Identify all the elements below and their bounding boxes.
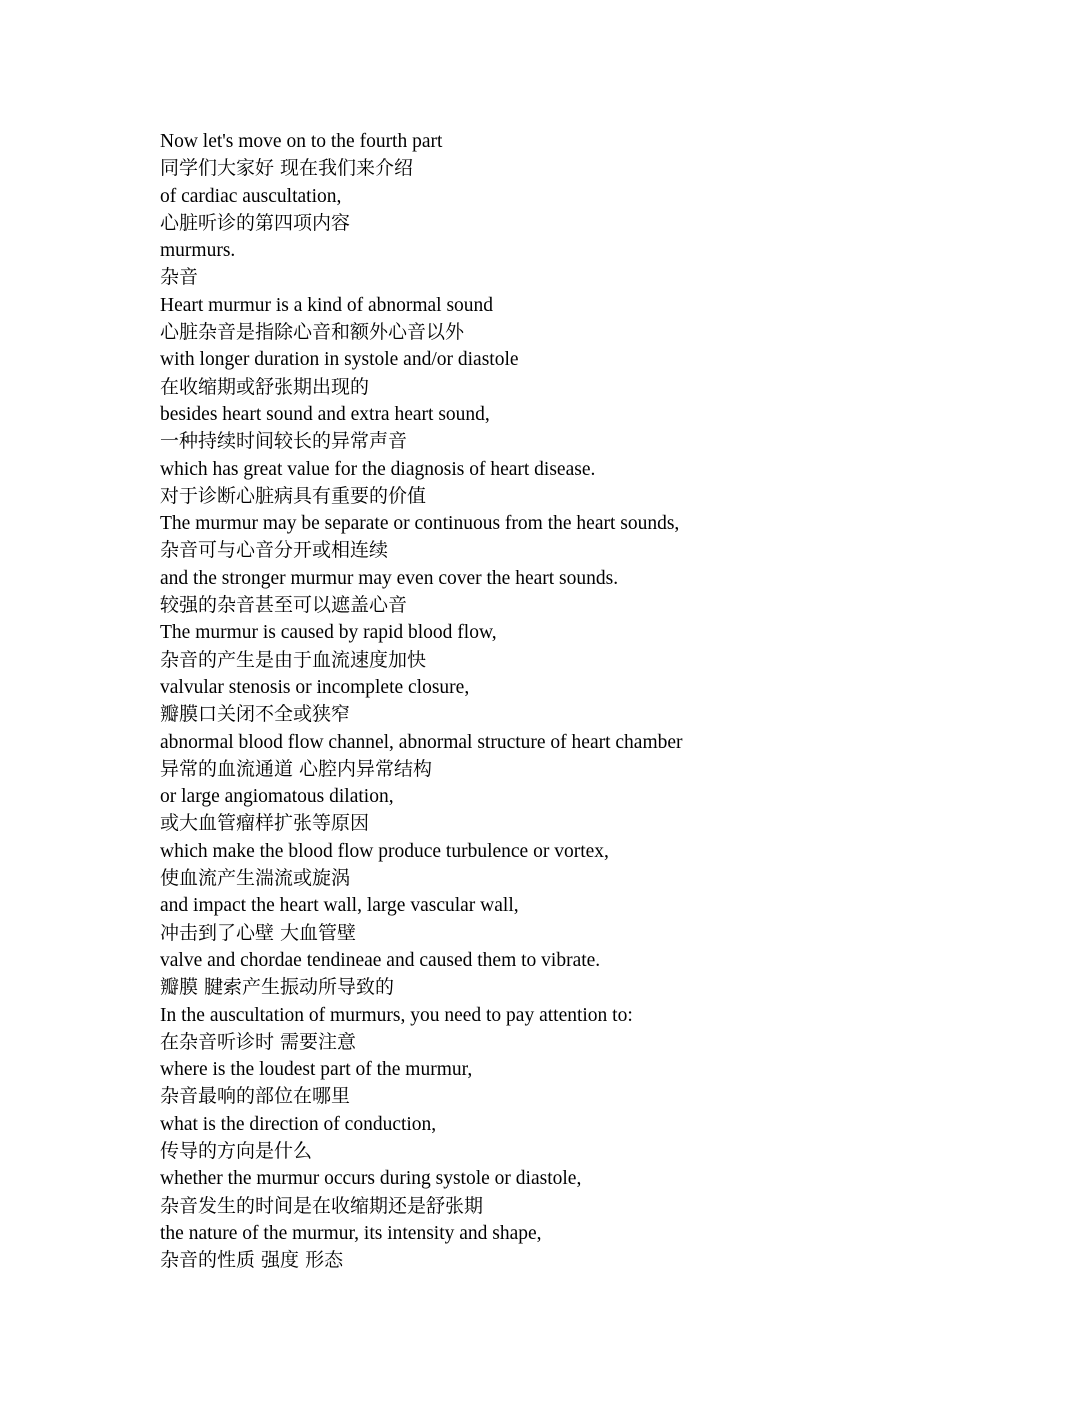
english-subtitle-line: or large angiomatous dilation, [160,786,394,808]
chinese-subtitle-line: 使血流产生湍流或旋涡 [160,867,351,890]
chinese-subtitle-line: 较强的杂音甚至可以遮盖心音 [160,594,408,617]
english-subtitle-line: whether the murmur occurs during systole or diastole, [160,1168,582,1190]
english-subtitle-line: and the stronger murmur may even cover the heart sounds. [160,567,619,589]
english-subtitle-line: with longer duration in systole and/or diastole [160,349,519,371]
chinese-subtitle-line: 冲击到了心壁 大血管壁 [160,921,357,944]
chinese-subtitle-line: 或大血管瘤样扩张等原因 [160,812,370,835]
chinese-subtitle-line: 对于诊断心脏病具有重要的价值 [160,484,427,507]
english-subtitle-line: besides heart sound and extra heart sound, [160,403,490,425]
transcript-body [160,128,940,1274]
english-subtitle-line: which make the blood flow produce turbulence or vortex, [160,840,609,862]
chinese-subtitle-line: 杂音 [160,266,199,289]
english-subtitle-line: valve and chordae tendineae and caused them to vibrate. [160,949,601,971]
english-subtitle-line: abnormal blood flow channel, abnormal structure of heart chamber [160,731,683,753]
chinese-subtitle-line: 心脏听诊的第四项内容 [160,211,351,234]
chinese-subtitle-line: 心脏杂音是指除心音和额外心音以外 [160,321,465,344]
english-subtitle-line: Now let's move on to the fourth part [160,131,443,152]
chinese-subtitle-line: 杂音最响的部位在哪里 [160,1085,351,1108]
chinese-subtitle-line: 在杂音听诊时 需要注意 [160,1030,357,1053]
chinese-subtitle-line: 传导的方向是什么 [160,1139,313,1162]
english-subtitle-line: which has great value for the diagnosis of heart disease. [160,458,596,480]
english-subtitle-line: the nature of the murmur, its intensity and shape, [160,1222,542,1244]
english-subtitle-line: Heart murmur is a kind of abnormal sound [160,294,494,316]
chinese-subtitle-line: 同学们大家好 现在我们来介绍 [160,157,414,180]
chinese-subtitle-line: 杂音的产生是由于血流速度加快 [160,648,427,671]
chinese-subtitle-line: 杂音发生的时间是在收缩期还是舒张期 [160,1194,484,1217]
chinese-subtitle-line: 瓣膜口关闭不全或狭窄 [160,703,351,726]
english-subtitle-line: In the auscultation of murmurs, you need to pay attention to: [160,1004,633,1026]
chinese-subtitle-line: 异常的血流通道 心腔内异常结构 [160,757,433,780]
chinese-subtitle-line: 杂音可与心音分开或相连续 [160,539,389,562]
english-subtitle-line: where is the loudest part of the murmur, [160,1059,473,1081]
english-subtitle-line: The murmur is caused by rapid blood flow, [160,622,497,644]
english-subtitle-line: The murmur may be separate or continuous from the heart sounds, [160,513,680,535]
chinese-subtitle-line: 杂音的性质 强度 形态 [160,1249,344,1272]
english-subtitle-line: of cardiac auscultation, [160,185,342,207]
chinese-subtitle-line: 一种持续时间较长的异常声音 [160,430,408,453]
english-subtitle-line: and impact the heart wall, large vascular wall, [160,895,519,917]
chinese-subtitle-line: 在收缩期或舒张期出现的 [160,375,370,398]
chinese-subtitle-line: 瓣膜 腱索产生振动所导致的 [160,976,395,999]
english-subtitle-line: valvular stenosis or incomplete closure, [160,676,470,698]
english-subtitle-line: what is the direction of conduction, [160,1113,437,1135]
english-subtitle-line: murmurs. [160,240,236,262]
